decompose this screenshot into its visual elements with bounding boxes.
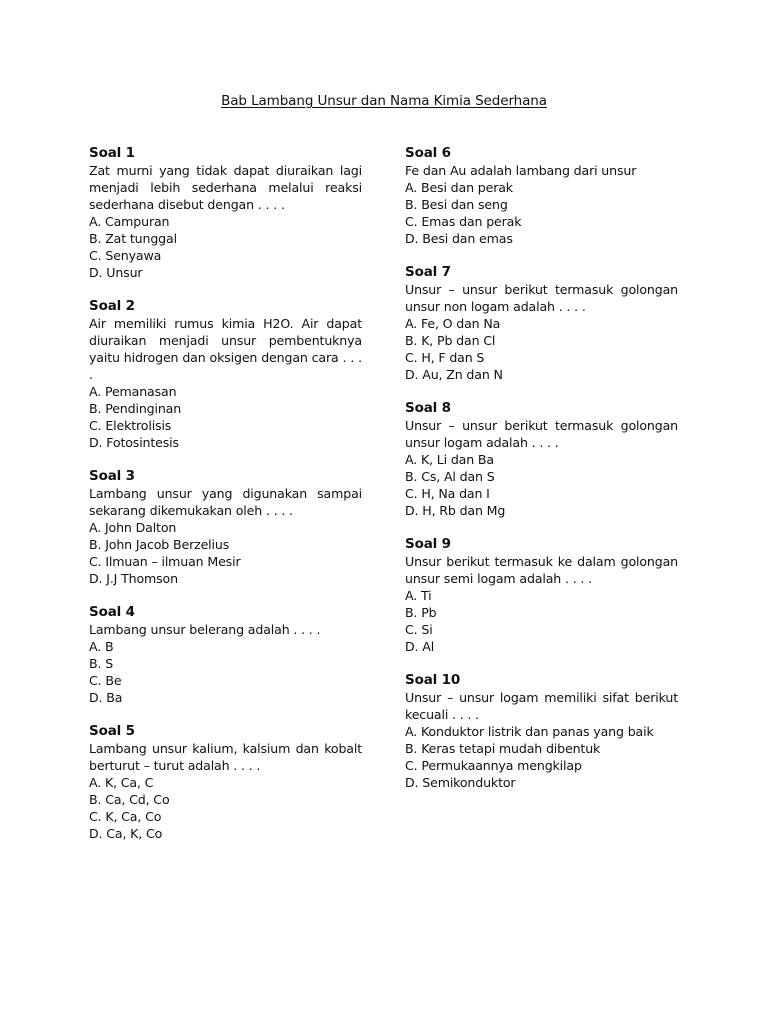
question-3 xyxy=(89,468,362,587)
spacer xyxy=(405,247,678,264)
question-9 xyxy=(405,536,678,655)
question-text: Lambang unsur belerang adalah . . . . xyxy=(89,622,321,637)
spacer xyxy=(405,383,678,400)
option-b: B. John Jacob Berzelius xyxy=(89,537,230,552)
option-list xyxy=(405,315,678,383)
question-text: Air memiliki rumus kimia H2O. Air dapat diuraikan menjadi unsur pembentuknya yaitu hidrogen dan oksigen dengan cara . . . . xyxy=(89,316,362,382)
option-list xyxy=(405,179,678,247)
spacer xyxy=(89,706,362,723)
option-d: D. Besi dan emas xyxy=(405,231,513,246)
option-b: B. K, Pb dan Cl xyxy=(405,333,496,348)
option-b: B. S xyxy=(89,656,114,671)
spacer xyxy=(89,587,362,604)
question-heading: Soal 8 xyxy=(405,400,451,416)
option-a: A. Campuran xyxy=(89,214,170,229)
option-list xyxy=(89,519,362,587)
option-list xyxy=(405,723,678,791)
option-d: D. H, Rb dan Mg xyxy=(405,503,506,518)
question-heading: Soal 1 xyxy=(89,145,135,161)
question-5 xyxy=(89,723,362,842)
option-list xyxy=(89,774,362,842)
option-b: B. Besi dan seng xyxy=(405,197,508,212)
question-heading: Soal 3 xyxy=(89,468,135,484)
option-a: A. Besi dan perak xyxy=(405,180,513,195)
question-heading: Soal 5 xyxy=(89,723,135,739)
option-c: C. Be xyxy=(89,673,122,688)
spacer xyxy=(405,519,678,536)
question-8 xyxy=(405,400,678,519)
right-column xyxy=(405,145,678,791)
option-a: A. Fe, O dan Na xyxy=(405,316,501,331)
question-heading: Soal 2 xyxy=(89,298,135,314)
spacer xyxy=(89,281,362,298)
question-text: Unsur – unsur berikut termasuk golongan unsur logam adalah . . . . xyxy=(405,418,678,450)
option-b: B. Cs, Al dan S xyxy=(405,469,495,484)
option-a: A. B xyxy=(89,639,114,654)
question-heading: Soal 4 xyxy=(89,604,135,620)
question-heading: Soal 7 xyxy=(405,264,451,280)
option-b: B. Zat tunggal xyxy=(89,231,177,246)
option-c: C. H, F dan S xyxy=(405,350,485,365)
page-title: Bab Lambang Unsur dan Nama Kimia Sederhana xyxy=(221,93,547,109)
option-a: A. K, Li dan Ba xyxy=(405,452,494,467)
option-a: A. Pemanasan xyxy=(89,384,177,399)
option-c: C. Si xyxy=(405,622,433,637)
option-list xyxy=(89,638,362,706)
option-d: D. Fotosintesis xyxy=(89,435,179,450)
option-d: D. J.J Thomson xyxy=(89,571,178,586)
option-c: C. K, Ca, Co xyxy=(89,809,162,824)
question-text: Unsur berikut termasuk ke dalam golongan unsur semi logam adalah . . . . xyxy=(405,554,678,586)
option-c: C. Ilmuan – ilmuan Mesir xyxy=(89,554,241,569)
option-d: D. Unsur xyxy=(89,265,143,280)
spacer xyxy=(89,451,362,468)
option-d: D. Al xyxy=(405,639,435,654)
question-4 xyxy=(89,604,362,706)
question-heading: Soal 10 xyxy=(405,672,461,688)
option-a: A. Ti xyxy=(405,588,432,603)
question-text: Lambang unsur yang digunakan sampai sekarang dikemukakan oleh . . . . xyxy=(89,486,362,518)
option-b: B. Pb xyxy=(405,605,437,620)
option-c: C. Emas dan perak xyxy=(405,214,522,229)
option-list xyxy=(405,451,678,519)
question-heading: Soal 6 xyxy=(405,145,451,161)
question-heading: Soal 9 xyxy=(405,536,451,552)
option-a: A. Konduktor listrik dan panas yang baik xyxy=(405,724,654,739)
question-text: Unsur – unsur logam memiliki sifat berikut kecuali . . . . xyxy=(405,690,678,722)
option-c: C. Permukaannya mengkilap xyxy=(405,758,582,773)
option-list xyxy=(89,213,362,281)
option-b: B. Keras tetapi mudah dibentuk xyxy=(405,741,601,756)
question-text: Fe dan Au adalah lambang dari unsur xyxy=(405,163,637,178)
left-column xyxy=(89,145,362,842)
option-d: D. Ca, K, Co xyxy=(89,826,163,841)
option-list xyxy=(89,383,362,451)
option-d: D. Ba xyxy=(89,690,123,705)
option-d: D. Semikonduktor xyxy=(405,775,516,790)
option-c: C. Elektrolisis xyxy=(89,418,172,433)
question-text: Zat murni yang tidak dapat diuraikan lagi menjadi lebih sederhana melalui reaksi sederhana disebut dengan . . . . xyxy=(89,163,362,212)
option-a: A. K, Ca, C xyxy=(89,775,154,790)
question-text: Unsur – unsur berikut termasuk golongan unsur non logam adalah . . . . xyxy=(405,282,678,314)
question-10 xyxy=(405,672,678,791)
option-b: B. Pendinginan xyxy=(89,401,182,416)
question-7 xyxy=(405,264,678,383)
option-a: A. John Dalton xyxy=(89,520,177,535)
spacer xyxy=(405,655,678,672)
option-b: B. Ca, Cd, Co xyxy=(89,792,170,807)
question-2 xyxy=(89,298,362,451)
option-c: C. H, Na dan I xyxy=(405,486,490,501)
option-c: C. Senyawa xyxy=(89,248,162,263)
option-d: D. Au, Zn dan N xyxy=(405,367,503,382)
question-1 xyxy=(89,145,362,281)
question-6 xyxy=(405,145,678,247)
option-list xyxy=(405,587,678,655)
question-text: Lambang unsur kalium, kalsium dan kobalt berturut – turut adalah . . . . xyxy=(89,741,362,773)
